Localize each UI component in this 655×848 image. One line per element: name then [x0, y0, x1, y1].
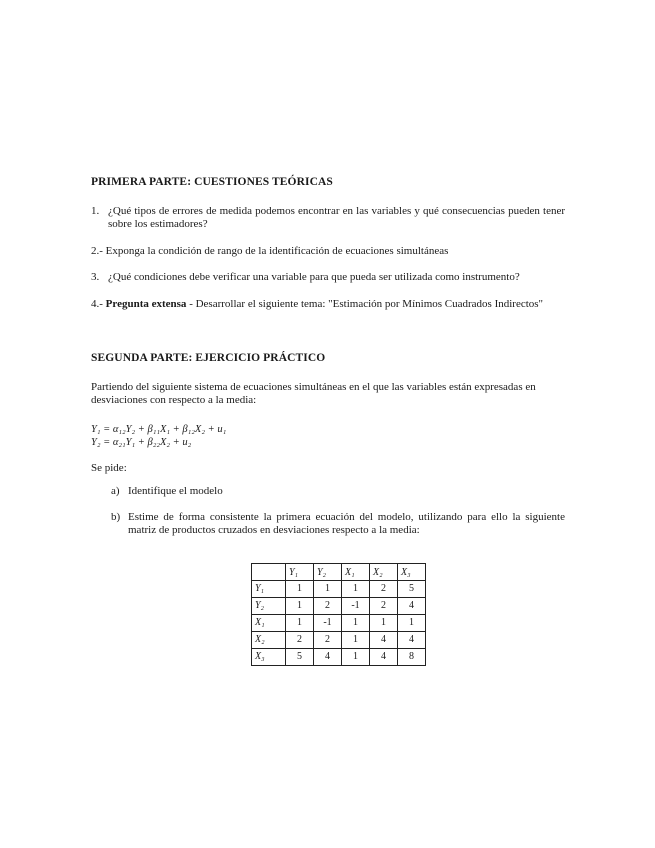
matrix-header: Y₁ [286, 564, 314, 581]
matrix-cell: 4 [314, 649, 342, 666]
question-2-number: 2.- [91, 245, 103, 257]
equation-2: Y₂ = α₂₁Y₁ + β₂₂X₂ + u₂ [91, 437, 192, 448]
matrix-cell: 4 [398, 598, 426, 615]
matrix-row [252, 598, 426, 615]
matrix-cell: 4 [370, 632, 398, 649]
matrix-cell: 2 [370, 581, 398, 598]
matrix-row-label: Y₂ [252, 598, 286, 615]
matrix-row [252, 649, 426, 666]
question-2-text: Exponga la condición de rango de la identificación de ecuaciones simultáneas [105, 245, 449, 257]
matrix-cell: 5 [286, 649, 314, 666]
matrix-header: X₁ [342, 564, 370, 581]
item-b-text: Estime de forma consistente la primera ecuación del modelo, utilizando para ello la siguiente matriz de productos cruzados en desviaciones respecto a la media: [128, 511, 565, 536]
matrix-row [252, 581, 426, 598]
question-2 [91, 245, 565, 258]
matrix-header: Y₂ [314, 564, 342, 581]
matrix-cell: 4 [370, 649, 398, 666]
matrix-cell: -1 [342, 598, 370, 615]
matrix-header-row [252, 564, 426, 581]
question-3-text: ¿Qué condiciones debe verificar una variable para que pueda ser utilizada como instrumento? [108, 271, 520, 283]
question-4-number: 4.- [91, 298, 103, 310]
matrix-header: X₂ [370, 564, 398, 581]
matrix-corner [252, 564, 286, 581]
matrix-cell: 2 [370, 598, 398, 615]
question-1-text: ¿Qué tipos de errores de medida podemos encontrar en las variables y qué consecuencias pueden tener sobre los estimadores? [108, 205, 565, 230]
question-4 [91, 298, 565, 311]
item-b-label: b) [111, 511, 121, 523]
matrix-cell: 2 [314, 598, 342, 615]
matrix-row-label: X₃ [252, 649, 286, 666]
matrix-row [252, 632, 426, 649]
matrix-row [252, 615, 426, 632]
matrix-cell: 1 [342, 615, 370, 632]
matrix-cell: 8 [398, 649, 426, 666]
item-a-label: a) [111, 485, 120, 497]
part1-title: PRIMERA PARTE: CUESTIONES TEÓRICAS [91, 176, 333, 188]
cross-products-matrix [251, 563, 426, 666]
matrix-cell: 1 [398, 615, 426, 632]
matrix-row-label: Y₁ [252, 581, 286, 598]
equation-1: Y₁ = α₁₂Y₂ + β₁₁X₁ + β₁₂X₂ + u₁ [91, 424, 227, 435]
matrix-cell: 1 [342, 581, 370, 598]
matrix-row-label: X₁ [252, 615, 286, 632]
matrix-cell: 2 [286, 632, 314, 649]
matrix-cell: 1 [286, 581, 314, 598]
matrix-cell: 2 [314, 632, 342, 649]
matrix-cell: 1 [286, 615, 314, 632]
question-4-text: - Desarrollar el siguiente tema: "Estimación por Mínimos Cuadrados Indirectos" [186, 298, 544, 310]
se-pide: Se pide: [91, 462, 127, 474]
question-3-number: 3. [91, 271, 100, 283]
item-a-text: Identifique el modelo [128, 485, 223, 497]
matrix-cell: 1 [314, 581, 342, 598]
matrix-header: X₃ [398, 564, 426, 581]
matrix-cell: 4 [398, 632, 426, 649]
matrix-cell: -1 [314, 615, 342, 632]
question-4-bold: Pregunta extensa [105, 298, 187, 310]
matrix-cell: 1 [342, 649, 370, 666]
matrix-row-label: X₂ [252, 632, 286, 649]
matrix-cell: 1 [370, 615, 398, 632]
matrix-cell: 1 [342, 632, 370, 649]
matrix-cell: 5 [398, 581, 426, 598]
part2-intro: Partiendo del siguiente sistema de ecuaciones simultáneas en el que las variables están expresadas en desviaciones con respecto a la media: [91, 381, 536, 406]
question-1-number: 1. [91, 205, 100, 217]
matrix-cell: 1 [286, 598, 314, 615]
part2-title: SEGUNDA PARTE: EJERCICIO PRÁCTICO [91, 352, 326, 364]
